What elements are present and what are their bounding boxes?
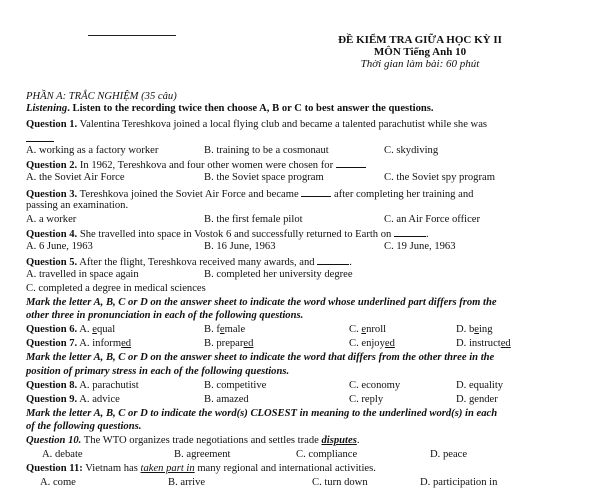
question-10-underlined: disputes: [321, 435, 357, 446]
q10-option-d: D. peace: [430, 449, 468, 460]
question-5-blank: [317, 255, 349, 265]
q7-option-b-underlined: ed: [243, 338, 254, 349]
q1-option-a: A. working as a factory worker: [26, 145, 159, 156]
q6-option-d-prefix: D. b: [456, 324, 475, 335]
question-5-label: Question 5.: [26, 257, 78, 268]
q6-option-c-underlined: e: [361, 324, 367, 335]
q7-option-d-prefix: D. instruct: [456, 338, 501, 349]
q1-option-b: B. training to be a cosmonaut: [204, 145, 329, 156]
listening-label: Listening: [26, 103, 68, 114]
question-4-blank: [394, 227, 426, 237]
q7-option-c-prefix: C. enjoy: [349, 338, 385, 349]
q6-option-b: [204, 324, 245, 336]
question-11: [26, 463, 376, 475]
q6-option-c: [349, 324, 386, 336]
q6-option-a-prefix: A.: [77, 324, 93, 335]
question-5: Question 5. After the flight, Tereshkova received many awards, and .: [26, 257, 352, 268]
question-7: [26, 338, 131, 350]
question-1-blank: [26, 141, 54, 142]
q6-option-c-suffix: nroll: [366, 324, 387, 335]
question-3-label: Question 3.: [26, 189, 78, 200]
question-7-label: Question 7.: [26, 338, 78, 349]
q1-option-c: C. skydiving: [384, 145, 439, 156]
q10-option-a: A. debate: [42, 449, 83, 460]
question-1: [26, 119, 487, 131]
question-3: [26, 187, 473, 201]
q5-option-a: A. travelled in space again: [26, 269, 139, 280]
question-10-label: Question 10.: [26, 435, 82, 446]
exam-subject: MÔN Tiếng Anh 10: [373, 46, 467, 58]
q11-option-b: B. arrive: [168, 477, 206, 488]
question-2-blank: [336, 158, 366, 168]
q11-option-c: C. turn down: [312, 477, 368, 488]
q8-option-b: B. competitive: [204, 380, 267, 391]
question-6-label: Question 6.: [26, 324, 78, 335]
stress-instruction-line-1: Mark the letter A, B, C or D on the answer sheet to indicate the word that differs from the other three in the: [26, 352, 495, 363]
q4-option-a: A. 6 June, 1963: [26, 241, 93, 252]
q2-option-a: A. the Soviet Air Force: [26, 172, 125, 183]
question-1-text: Valentina Tereshkova joined a local flying club and became a talented parachutist while she was: [77, 119, 488, 130]
q2-option-b: B. the Soviet space program: [204, 172, 324, 183]
q6-option-b-prefix: B. f: [204, 324, 220, 335]
question-2-text: In 1962, Tereshkova and four other women were chosen for: [77, 160, 334, 171]
question-11-text: Vietnam has: [82, 463, 141, 474]
q7-option-d: [456, 338, 511, 350]
question-9: [26, 394, 120, 406]
question-10-text: The WTO organizes trade negotiations and settles trade: [81, 435, 322, 446]
q4-option-b: B. 16 June, 1963: [204, 241, 276, 252]
question-4-label: Question 4.: [26, 229, 78, 240]
q7-option-c: [349, 338, 395, 350]
question-2: [26, 158, 366, 172]
q6-option-a-suffix: qual: [96, 324, 116, 335]
q9-option-d: D. gender: [456, 394, 498, 405]
q10-option-c: C. compliance: [296, 449, 358, 460]
closest-instruction-line-2: of the following questions.: [26, 421, 142, 432]
q11-option-a: A. come: [40, 477, 76, 488]
q7-option-c-underlined: ed: [384, 338, 395, 349]
q6-option-a-underlined: e: [92, 324, 97, 335]
q5-option-b: B. completed her university degree: [204, 269, 353, 280]
q7-option-a-prefix: A. inform: [77, 338, 122, 349]
question-6: [26, 324, 115, 336]
closest-instruction-line-1: Mark the letter A, B, C or D to indicate the word(s) CLOSEST in meaning to the underlined word(s) in each: [26, 408, 498, 419]
q11-option-d: D. participation in: [420, 477, 498, 488]
q9-option-b: B. amazed: [204, 394, 249, 405]
question-3-text: Tereshkova joined the Soviet Air Force and became: [77, 189, 299, 200]
q6-option-d: [456, 324, 493, 336]
q5-option-c: C. completed a degree in medical sciences: [26, 283, 206, 294]
exam-time: Thời gian làm bài: 60 phút: [360, 58, 480, 70]
q3-option-a: A. a worker: [26, 214, 77, 225]
exam-title: ĐỀ KIỂM TRA GIỮA HỌC KỲ II: [338, 34, 502, 46]
question-4: Question 4. She travelled into space in Vostok 6 and successfully returned to Earth on .: [26, 229, 429, 240]
question-10: [26, 435, 359, 447]
q4-option-c: C. 19 June, 1963: [384, 241, 456, 252]
question-11-underlined: taken part in: [140, 463, 195, 474]
question-8: [26, 380, 139, 392]
question-10-end: .: [356, 435, 360, 446]
q6-option-b-suffix: male: [224, 324, 246, 335]
q7-option-b: [204, 338, 253, 350]
section-a-heading: PHẦN A: TRẮC NGHIỆM (35 câu): [26, 91, 177, 102]
question-1-label: Question 1.: [26, 119, 78, 130]
listening-instruction: [26, 103, 434, 115]
question-3-text-3: passing an examination.: [26, 200, 129, 211]
q8-option-d: D. equality: [456, 380, 504, 391]
pronunciation-instruction-line-1: Mark the letter A, B, C or D on the answer sheet to indicate the word whose underlined part differs from the: [26, 297, 497, 308]
q7-option-a-underlined: ed: [121, 338, 132, 349]
question-3-text-2: after completing her training and: [331, 189, 474, 200]
question-5-text: After the flight, Tereshkova received many awards, and: [77, 257, 315, 268]
question-11-label: Question 11:: [26, 463, 83, 474]
q6-option-d-suffix: ing: [478, 324, 493, 335]
q3-option-b: B. the first female pilot: [204, 214, 303, 225]
question-2-label: Question 2.: [26, 160, 78, 171]
header-rule: [88, 35, 176, 36]
listening-text: . Listen to the recording twice then choose A, B or C to best answer the questions.: [67, 103, 434, 114]
q2-option-c: C. the Soviet spy program: [384, 172, 495, 183]
question-3-blank: [301, 187, 331, 197]
question-9-label: Question 9.: [26, 394, 78, 405]
q8-option-c: C. economy: [349, 380, 401, 391]
q8-option-a: A. parachutist: [77, 380, 139, 391]
stress-instruction-line-2: position of primary stress in each of the following questions.: [26, 366, 290, 377]
q6-option-b-underlined: e: [219, 324, 225, 335]
pronunciation-instruction-line-2: other three in pronunciation in each of the following questions.: [26, 310, 304, 321]
q6-option-d-underlined: e: [474, 324, 479, 335]
question-11-end: many regional and international activities.: [194, 463, 376, 474]
question-4-text: She travelled into space in Vostok 6 and successfully returned to Earth on: [77, 229, 392, 240]
q9-option-c: C. reply: [349, 394, 384, 405]
q7-option-b-prefix: B. prepar: [204, 338, 244, 349]
question-8-label: Question 8.: [26, 380, 78, 391]
q6-option-c-prefix: C.: [349, 324, 362, 335]
q7-option-d-underlined: ed: [500, 338, 511, 349]
q9-option-a: A. advice: [77, 394, 120, 405]
q3-option-c: C. an Air Force officer: [384, 214, 481, 225]
q10-option-b: B. agreement: [174, 449, 231, 460]
